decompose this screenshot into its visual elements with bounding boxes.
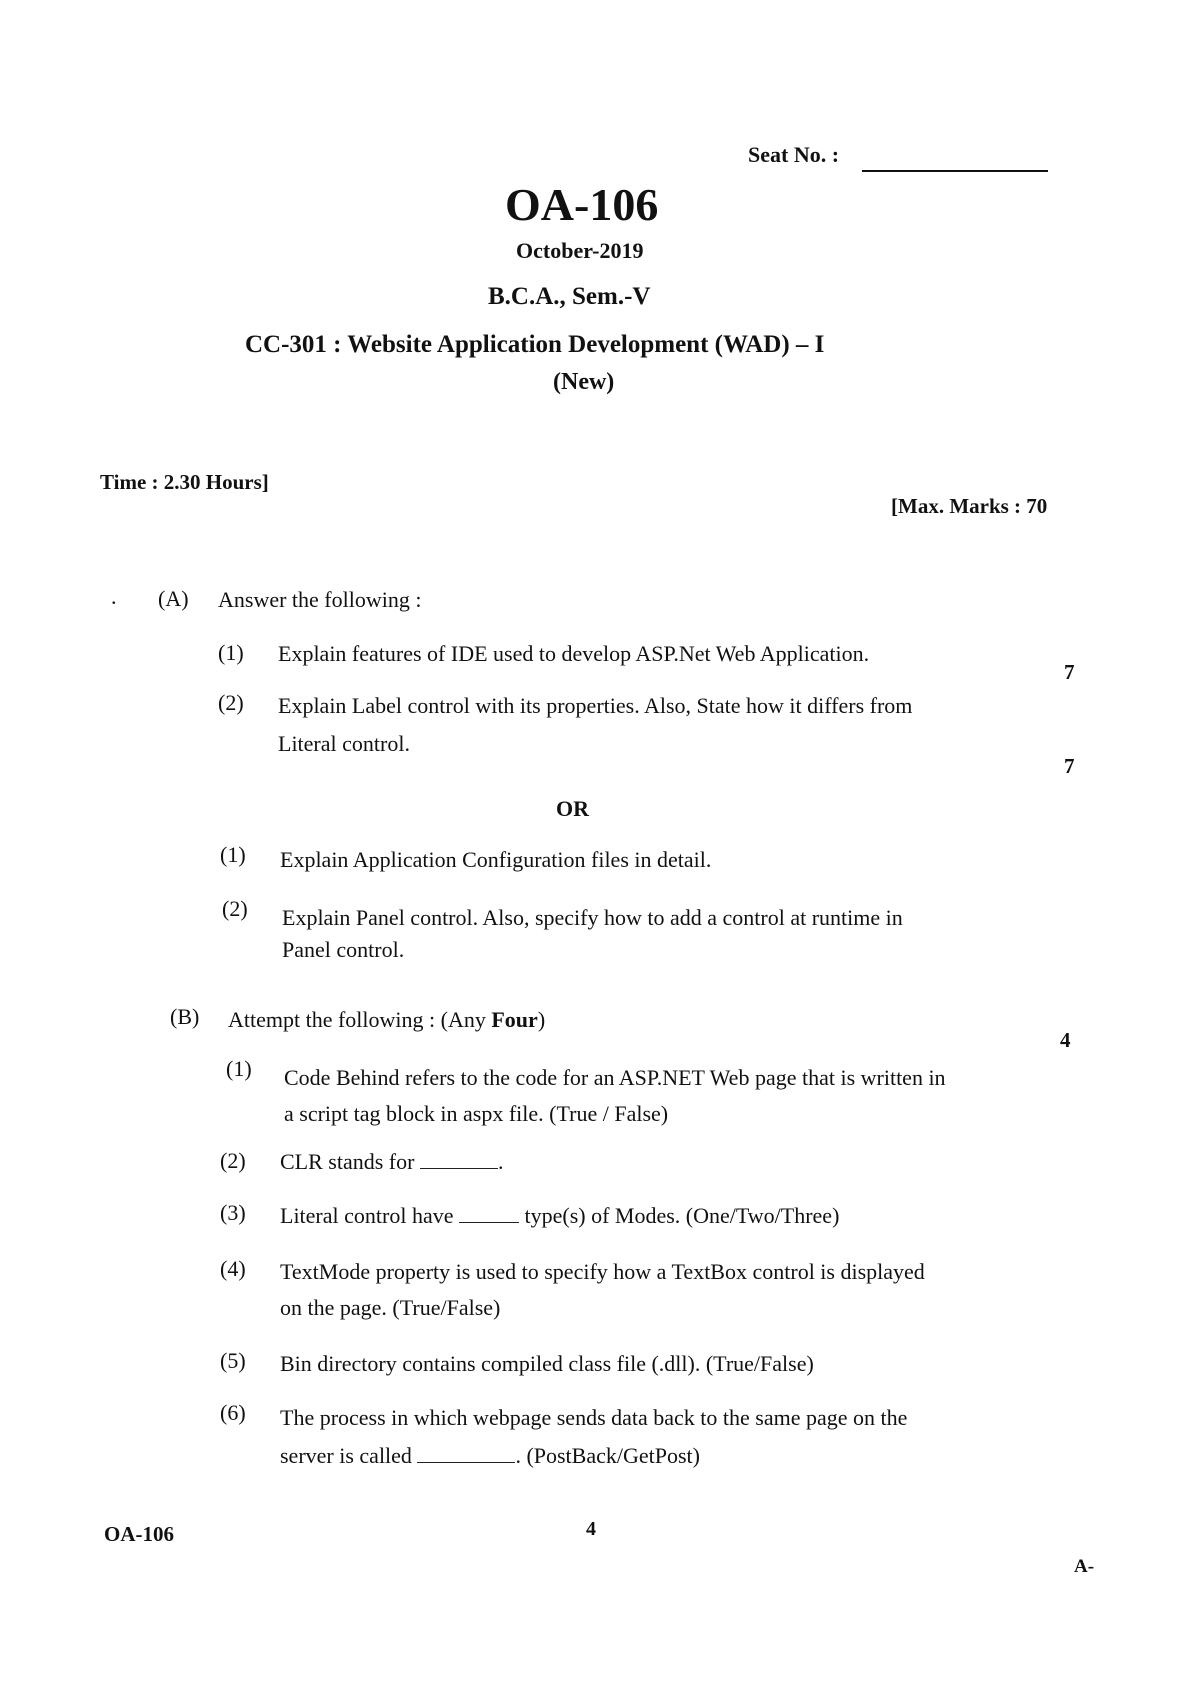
item-text-continued: a script tag block in aspx file. (True / False) <box>284 1101 669 1126</box>
item-text <box>280 1142 503 1182</box>
section-a-label: (A) <box>158 586 189 611</box>
course-name: B.C.A., Sem.-V <box>488 283 651 310</box>
item-text-after: . (PostBack/GetPost) <box>515 1443 700 1468</box>
section-b-title <box>228 1000 545 1040</box>
item-text-before: server is called <box>280 1443 412 1468</box>
time-duration: Time : 2.30 Hours] <box>100 470 269 494</box>
fill-in-blank <box>417 1444 515 1463</box>
question-text-continued: Panel control. <box>282 937 405 962</box>
item-text-before: Literal control have <box>280 1203 454 1228</box>
item-number: (3) <box>220 1200 246 1225</box>
seat-number-label: Seat No. : <box>748 142 840 167</box>
section-a-bullet: . <box>111 584 117 609</box>
question-text-continued: Literal control. <box>278 731 410 756</box>
question-text: Explain features of IDE used to develop ASP.Net Web Application. <box>278 641 870 666</box>
section-b-marks: 4 <box>1060 1028 1071 1052</box>
item-text: TextMode property is used to specify how a TextBox control is displayed <box>280 1259 925 1284</box>
paper-code-title: OA-106 <box>505 179 659 230</box>
question-text: Explain Panel control. Also, specify how to add a control at runtime in <box>282 905 903 930</box>
footer-paper-code: OA-106 <box>104 1522 174 1546</box>
page-number: 4 <box>586 1518 596 1540</box>
item-text-after: . <box>497 1149 504 1174</box>
item-number: (6) <box>220 1400 246 1425</box>
subject-note: (New) <box>553 369 615 395</box>
item-text: Code Behind refers to the code for an ASP.NET Web page that is written in <box>284 1065 946 1090</box>
item-text <box>280 1196 839 1236</box>
subject-title: CC-301 : Website Application Development (WAD) – I <box>245 331 825 358</box>
item-text-after: type(s) of Modes. (One/Two/Three) <box>524 1203 840 1228</box>
section-b-title-end: ) <box>537 1007 546 1032</box>
section-a-title: Answer the following : <box>218 587 422 612</box>
question-number: (2) <box>218 690 244 715</box>
exam-month: October-2019 <box>516 238 644 263</box>
section-b-title-text: Attempt the following : (Any <box>228 1007 486 1032</box>
seat-number-field <box>862 170 1048 172</box>
section-b-label: (B) <box>170 1004 200 1029</box>
item-number: (2) <box>220 1148 246 1173</box>
question-number: (2) <box>222 896 248 921</box>
item-number: (5) <box>220 1348 246 1373</box>
question-number: (1) <box>220 842 246 867</box>
max-marks: [Max. Marks : 70 <box>891 494 1048 518</box>
question-marks: 7 <box>1064 754 1075 778</box>
item-text-before: CLR stands for <box>280 1149 415 1174</box>
item-text: Bin directory contains compiled class file (.dll). (True/False) <box>280 1351 814 1376</box>
continuation-mark: A- <box>1074 1556 1095 1577</box>
fill-in-blank <box>420 1150 498 1169</box>
fill-in-blank <box>459 1204 519 1223</box>
question-text: Explain Application Configuration files in detail. <box>280 847 712 872</box>
item-number: (1) <box>226 1056 252 1081</box>
question-text: Explain Label control with its properties. Also, State how it differs from <box>278 693 913 718</box>
question-marks: 7 <box>1064 660 1075 684</box>
item-number: (4) <box>220 1256 246 1281</box>
item-text-continued <box>280 1436 700 1476</box>
item-text: The process in which webpage sends data back to the same page on the <box>280 1405 908 1430</box>
section-b-title-emphasis: Four <box>491 1007 538 1032</box>
item-text-continued: on the page. (True/False) <box>280 1295 501 1320</box>
or-separator: OR <box>556 796 589 821</box>
question-number: (1) <box>218 640 244 665</box>
